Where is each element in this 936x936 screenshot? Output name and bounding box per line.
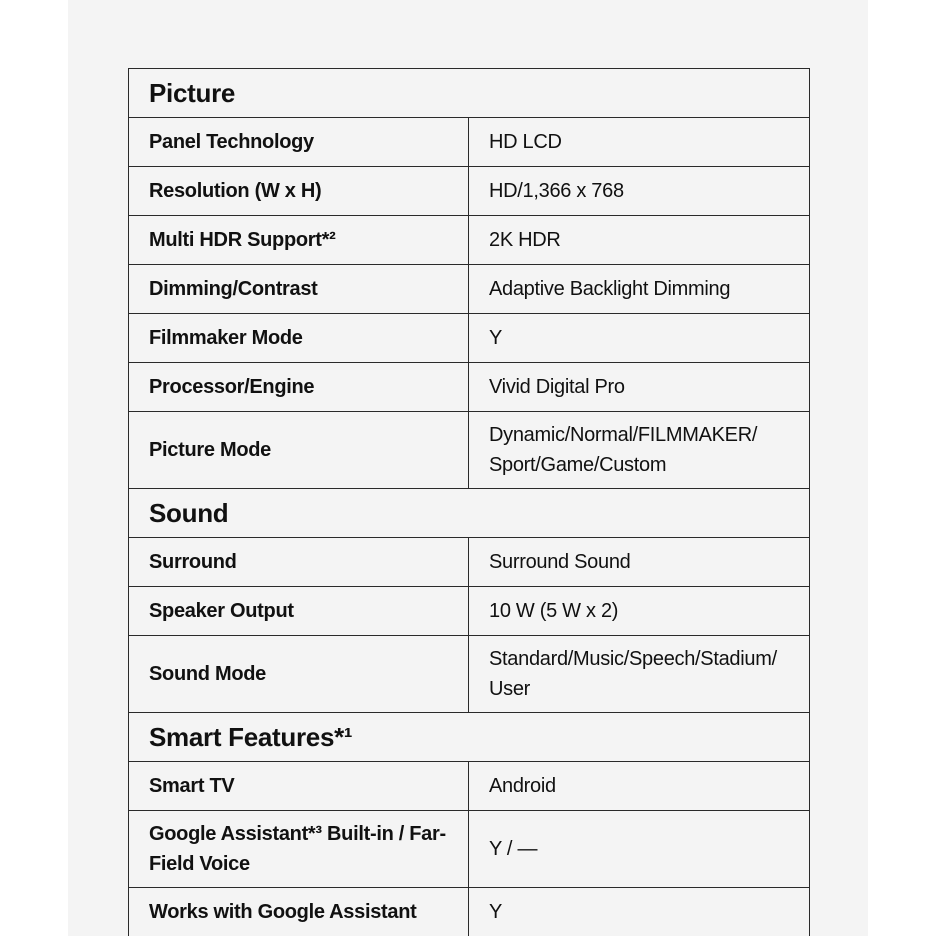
spec-row-picture-mode xyxy=(129,412,810,489)
section-header-sound xyxy=(129,489,810,538)
spec-label: Works with Google Assistant xyxy=(129,888,469,936)
section-header-picture xyxy=(129,69,810,118)
spec-row-sound-mode xyxy=(129,636,810,713)
spec-row-processor xyxy=(129,363,810,412)
spec-value: Y / — xyxy=(469,811,810,888)
spec-value: 10 W (5 W x 2) xyxy=(469,587,810,636)
spec-value: Dynamic/Normal/FILMMAKER/ Sport/Game/Custom xyxy=(469,412,810,489)
spec-row-dimming xyxy=(129,265,810,314)
section-title: Sound xyxy=(129,489,810,538)
spec-value: Adaptive Backlight Dimming xyxy=(469,265,810,314)
spec-value: HD/1,366 x 768 xyxy=(469,167,810,216)
spec-label: Filmmaker Mode xyxy=(129,314,469,363)
spec-row-resolution xyxy=(129,167,810,216)
spec-value: 2K HDR xyxy=(469,216,810,265)
spec-value: Android xyxy=(469,762,810,811)
spec-label: Google Assistant*³ Built-in / Far-Field Voice xyxy=(129,811,469,888)
spec-label: Processor/Engine xyxy=(129,363,469,412)
spec-row-filmmaker-mode xyxy=(129,314,810,363)
spec-value: Y xyxy=(469,888,810,936)
spec-label: Panel Technology xyxy=(129,118,469,167)
spec-label: Smart TV xyxy=(129,762,469,811)
spec-value: Vivid Digital Pro xyxy=(469,363,810,412)
spec-row-works-with-google xyxy=(129,888,810,936)
spec-value: Standard/Music/Speech/Stadium/ User xyxy=(469,636,810,713)
spec-label: Resolution (W x H) xyxy=(129,167,469,216)
spec-value: HD LCD xyxy=(469,118,810,167)
spec-label: Picture Mode xyxy=(129,412,469,489)
spec-row-panel-technology xyxy=(129,118,810,167)
spec-row-smart-tv xyxy=(129,762,810,811)
spec-row-surround xyxy=(129,538,810,587)
spec-row-speaker-output xyxy=(129,587,810,636)
spec-label: Sound Mode xyxy=(129,636,469,713)
spec-label: Dimming/Contrast xyxy=(129,265,469,314)
spec-value: Y xyxy=(469,314,810,363)
spec-label: Multi HDR Support*² xyxy=(129,216,469,265)
spec-label: Speaker Output xyxy=(129,587,469,636)
section-title: Smart Features*¹ xyxy=(129,713,810,762)
spec-table xyxy=(128,68,810,936)
section-header-smart-features xyxy=(129,713,810,762)
spec-label: Surround xyxy=(129,538,469,587)
spec-value: Surround Sound xyxy=(469,538,810,587)
section-title: Picture xyxy=(129,69,810,118)
spec-row-google-assistant xyxy=(129,811,810,888)
spec-row-multi-hdr xyxy=(129,216,810,265)
